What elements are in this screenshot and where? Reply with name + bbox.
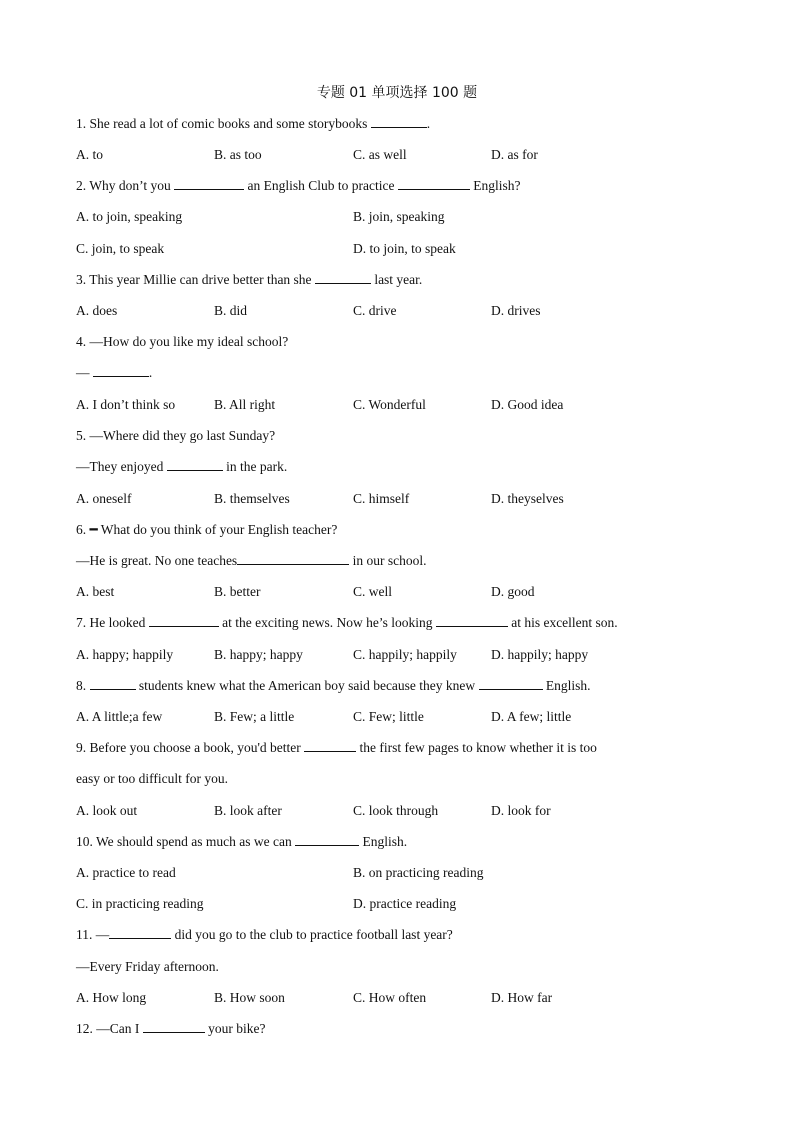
option-c[interactable]: C. Wonderful — [353, 397, 426, 412]
answer-text: . — [148, 365, 153, 380]
option-a[interactable]: A. look out — [76, 803, 138, 818]
option-c[interactable]: C. look through — [353, 803, 439, 818]
question-text: . — [426, 116, 431, 131]
answer-blank — [436, 614, 508, 627]
answer-line — [76, 552, 426, 570]
question-text: 1. She read a lot of comic books and some storybooks — [76, 116, 371, 131]
option-d[interactable]: D. drives — [491, 303, 541, 318]
option-b[interactable]: B. look after — [214, 803, 282, 818]
option-c[interactable]: C. How often — [353, 990, 427, 1005]
question-12 — [76, 1020, 265, 1038]
question-text: last year. — [370, 272, 423, 287]
answer-text: — — [76, 365, 93, 380]
option-d[interactable]: D. as for — [491, 147, 538, 162]
answer-blank — [143, 1020, 205, 1033]
question-text: 7. He looked — [76, 615, 149, 630]
answer-blank — [167, 458, 223, 471]
question-6: 6. ━ What do you think of your English teacher? — [76, 522, 338, 537]
question-text: did you go to the club to practice football last year? — [171, 927, 453, 942]
question-text: 9. Before you choose a book, you'd better — [76, 740, 305, 755]
answer-blank — [295, 833, 359, 846]
question-text: English. — [359, 834, 408, 849]
option-c[interactable]: C. as well — [353, 147, 407, 162]
option-b[interactable]: B. better — [214, 584, 261, 599]
question-5: 5. —Where did they go last Sunday? — [76, 428, 276, 443]
question-11 — [76, 926, 453, 944]
option-c[interactable]: C. drive — [353, 303, 397, 318]
answer-text: —He is great. No one teaches — [76, 553, 238, 568]
option-b[interactable]: B. did — [214, 303, 248, 318]
option-c[interactable]: C. happily; happily — [353, 647, 457, 662]
question-text: English? — [469, 178, 521, 193]
option-d[interactable]: D. to join, to speak — [353, 241, 456, 256]
option-d[interactable]: D. good — [491, 584, 535, 599]
question-text: your bike? — [204, 1021, 266, 1036]
answer-text: —They enjoyed — [76, 459, 167, 474]
answer-blank — [304, 739, 356, 752]
answer-blank — [90, 677, 136, 690]
option-a[interactable]: A. to join, speaking — [76, 209, 183, 224]
question-text: the first few pages to know whether it is too — [356, 740, 597, 755]
answer-blank — [93, 364, 149, 377]
answer-blank — [149, 614, 219, 627]
option-a[interactable]: A. best — [76, 584, 115, 599]
question-text: 12. —Can I — [76, 1021, 143, 1036]
option-d[interactable]: D. look for — [491, 803, 551, 818]
question-3 — [76, 271, 422, 289]
question-text: 11. — — [76, 927, 110, 942]
answer-blank — [174, 177, 244, 190]
answer-line: —Every Friday afternoon. — [76, 959, 219, 974]
option-a[interactable]: A. I don’t think so — [76, 397, 176, 412]
question-7 — [76, 614, 618, 632]
answer-blank — [109, 926, 171, 939]
option-a[interactable]: A. practice to read — [76, 865, 176, 880]
question-text-continued: easy or too difficult for you. — [76, 771, 228, 786]
answer-line — [76, 364, 152, 382]
question-text: 10. We should spend as much as we can — [76, 834, 296, 849]
answer-blank — [371, 115, 427, 128]
option-b[interactable]: B. as too — [214, 147, 262, 162]
answer-line — [76, 458, 287, 476]
option-a[interactable]: A. How long — [76, 990, 147, 1005]
option-c[interactable]: C. himself — [353, 491, 410, 506]
option-d[interactable]: D. practice reading — [353, 896, 457, 911]
question-text: an English Club to practice — [244, 178, 398, 193]
option-b[interactable]: B. happy; happy — [214, 647, 303, 662]
option-d[interactable]: D. Good idea — [491, 397, 564, 412]
option-b[interactable]: B. Few; a little — [214, 709, 295, 724]
option-a[interactable]: A. does — [76, 303, 118, 318]
answer-blank — [398, 177, 470, 190]
option-b[interactable]: B. All right — [214, 397, 276, 412]
answer-text: in the park. — [222, 459, 288, 474]
option-a[interactable]: A. oneself — [76, 491, 132, 506]
option-b[interactable]: B. on practicing reading — [353, 865, 484, 880]
option-d[interactable]: D. A few; little — [491, 709, 572, 724]
answer-blank — [237, 552, 349, 565]
question-text: 3. This year Millie can drive better than she — [76, 272, 315, 287]
option-d[interactable]: D. How far — [491, 990, 553, 1005]
answer-blank — [315, 271, 371, 284]
question-text: 2. Why don’t you — [76, 178, 175, 193]
option-b[interactable]: B. How soon — [214, 990, 285, 1005]
option-d[interactable]: D. theyselves — [491, 491, 564, 506]
answer-blank — [479, 677, 543, 690]
answer-text: in our school. — [349, 553, 427, 568]
option-c[interactable]: C. in practicing reading — [76, 896, 204, 911]
option-a[interactable]: A. A little;a few — [76, 709, 163, 724]
option-d[interactable]: D. happily; happy — [491, 647, 589, 662]
option-c[interactable]: C. well — [353, 584, 392, 599]
option-b[interactable]: B. join, speaking — [353, 209, 445, 224]
option-c[interactable]: C. Few; little — [353, 709, 424, 724]
question-text: students knew what the American boy said because they knew — [135, 678, 479, 693]
page-title: 专题 01 单项选择 100 题 — [316, 85, 478, 101]
question-text: at his excellent son. — [507, 615, 618, 630]
option-b[interactable]: B. themselves — [214, 491, 290, 506]
question-text: 8. — [76, 678, 90, 693]
option-a[interactable]: A. happy; happily — [76, 647, 174, 662]
question-10 — [76, 833, 407, 851]
option-a[interactable]: A. to — [76, 147, 103, 162]
question-8 — [76, 677, 591, 695]
question-text: English. — [542, 678, 591, 693]
option-c[interactable]: C. join, to speak — [76, 241, 165, 256]
question-2 — [76, 177, 520, 195]
question-1 — [76, 115, 430, 133]
question-9 — [76, 739, 597, 757]
question-text: at the exciting news. Now he’s looking — [218, 615, 436, 630]
question-4: 4. —How do you like my ideal school? — [76, 334, 289, 349]
